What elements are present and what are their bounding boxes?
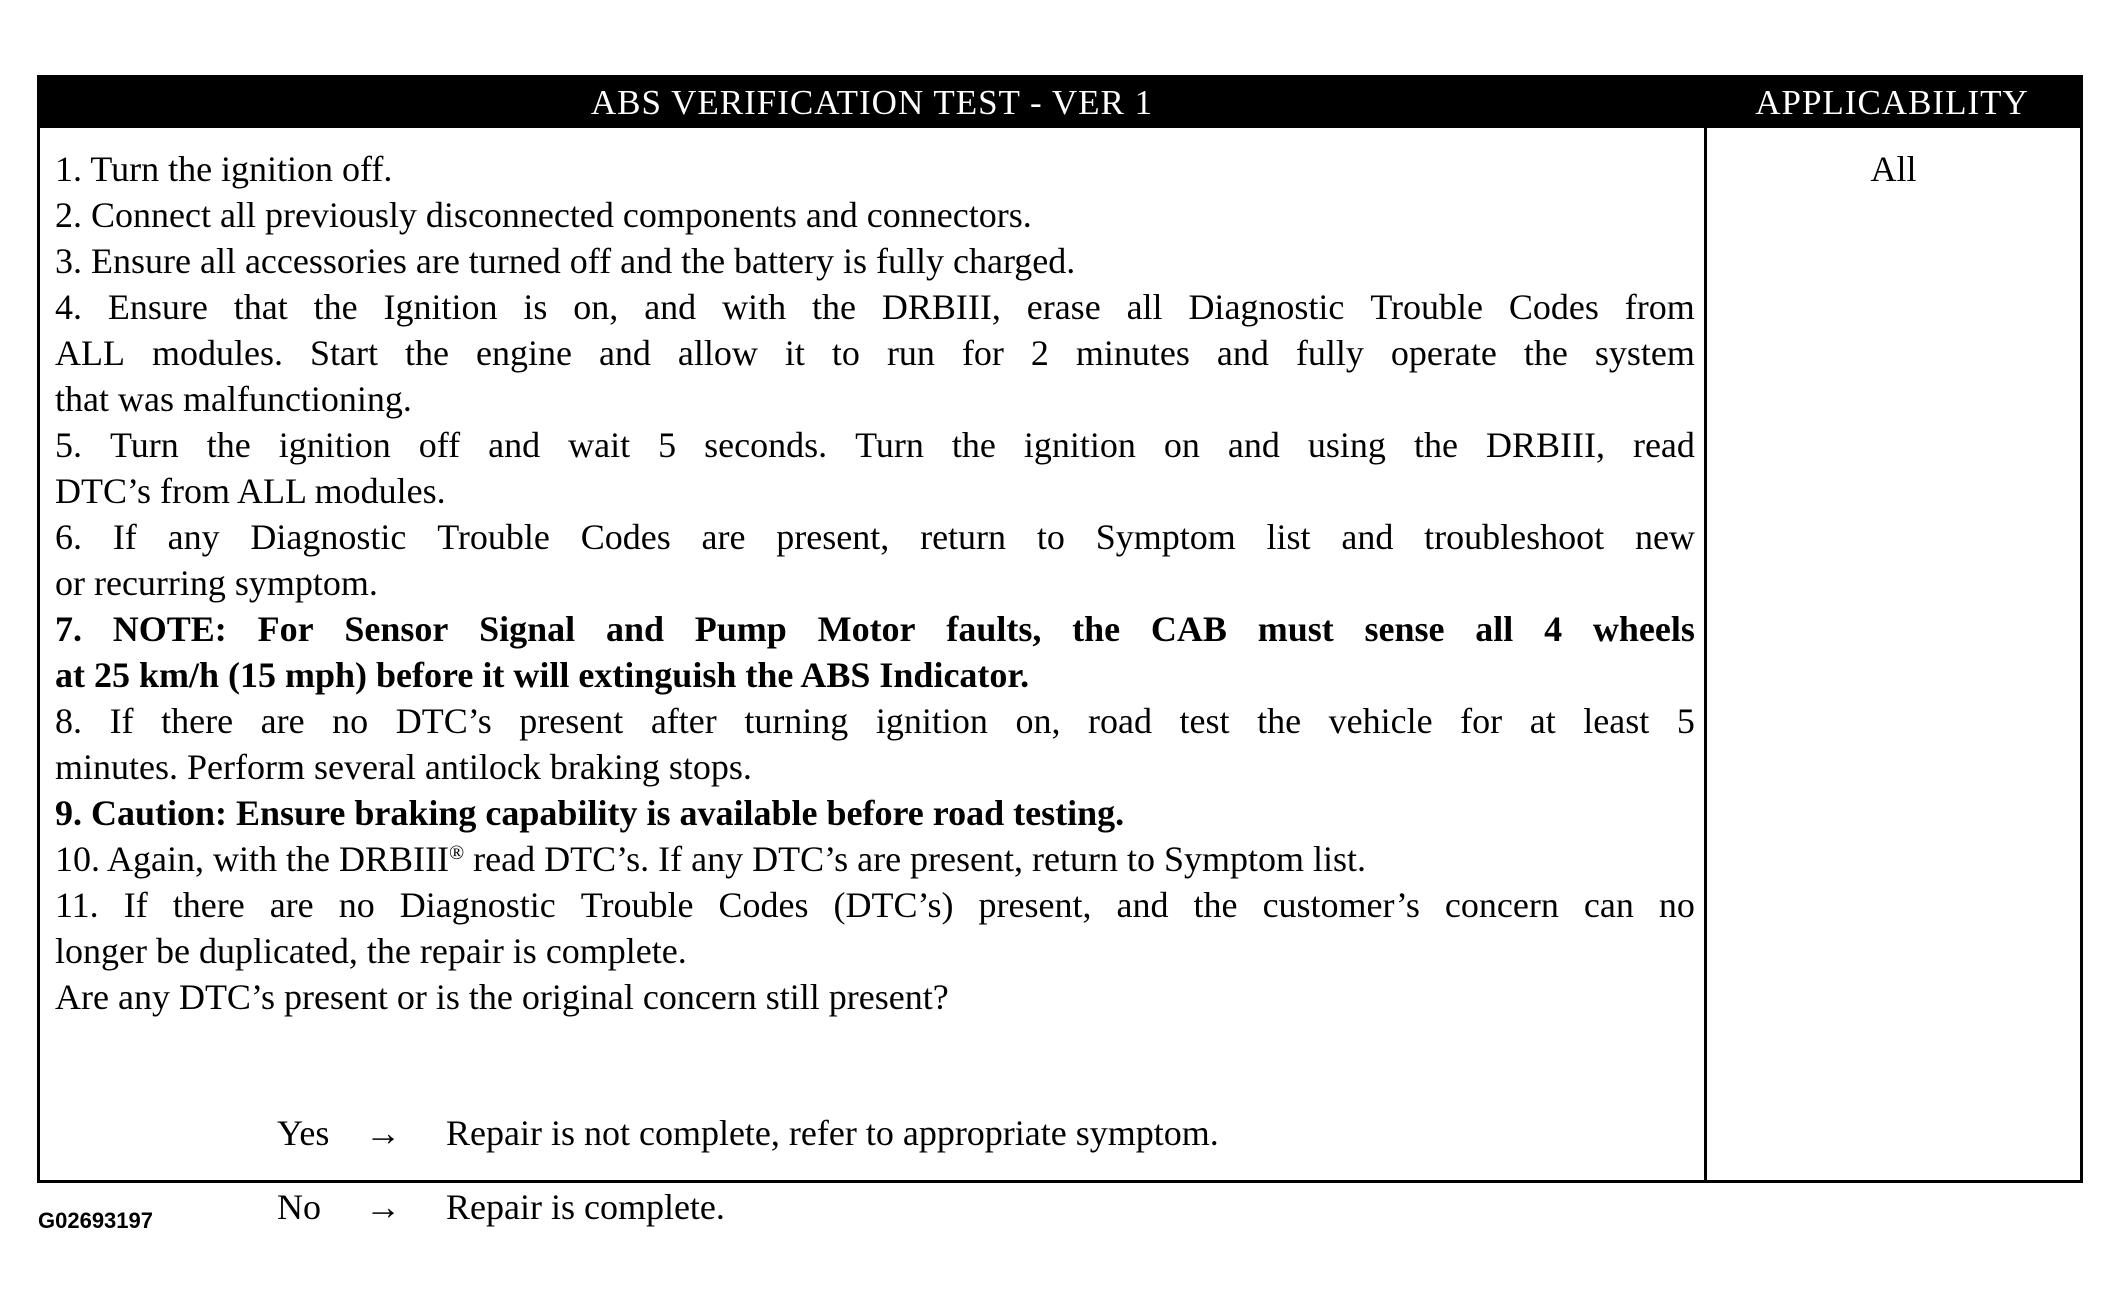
applicability-value: All: [1870, 149, 1917, 189]
step-7-note-line-2: at 25 km/h (15 mph) before it will extinguish the ABS Indicator.: [55, 655, 1030, 695]
step-2: 2. Connect all previously disconnected components and connectors.: [55, 195, 1032, 235]
answer-no-label: No: [277, 1187, 321, 1227]
step-4-line-3: that was malfunctioning.: [55, 379, 412, 419]
step-11-line-1: 11. If there are no Diagnostic Trouble Codes (DTC’s) present, and the customer’s concern can no: [55, 885, 1695, 925]
answer-yes-text: Repair is not complete, refer to appropriate symptom.: [446, 1113, 1219, 1153]
step-4-line-1: 4. Ensure that the Ignition is on, and with the DRBIII, erase all Diagnostic Trouble Codes from: [55, 287, 1695, 327]
step-5-line-1: 5. Turn the ignition off and wait 5 seconds. Turn the ignition on and using the DRBIII, read: [55, 425, 1695, 465]
registered-mark: ®: [448, 842, 465, 864]
steps-cell: [55, 146, 1695, 1020]
step-10-pre: 10. Again, with the DRBIII: [55, 839, 449, 879]
answer-yes: [277, 1110, 1219, 1156]
step-8-line-2: minutes. Perform several antilock braking stops.: [55, 747, 752, 787]
step-8-line-1: 8. If there are no DTC’s present after turning ignition on, road test the vehicle for at least 5: [55, 701, 1695, 741]
answer-no-text: Repair is complete.: [446, 1187, 725, 1227]
step-11-line-2: longer be duplicated, the repair is complete.: [55, 931, 687, 971]
question: Are any DTC’s present or is the original concern still present?: [55, 977, 949, 1017]
step-9-caution: 9. Caution: Ensure braking capability is available before road testing.: [55, 793, 1125, 833]
step-3: 3. Ensure all accessories are turned off and the battery is fully charged.: [55, 241, 1076, 281]
step-1: 1. Turn the ignition off.: [55, 149, 393, 189]
table-header-applicability: APPLICABILITY: [1704, 78, 2080, 128]
figure-id: G02693197: [38, 1208, 153, 1233]
step-10-post: read DTC’s. If any DTC’s are present, return to Symptom list.: [464, 839, 1366, 879]
step-7-note-line-1: 7. NOTE: For Sensor Signal and Pump Motor faults, the CAB must sense all 4 wheels: [55, 609, 1695, 649]
arrow-right-icon: →: [365, 1187, 401, 1227]
answer-no: [277, 1184, 725, 1230]
arrow-right-icon: →: [365, 1113, 401, 1153]
step-5-line-2: DTC’s from ALL modules.: [55, 471, 446, 511]
step-10: [55, 836, 1695, 882]
answer-yes-label: Yes: [277, 1113, 330, 1153]
table-header-title: ABS VERIFICATION TEST - VER 1: [40, 78, 1704, 128]
column-divider: [1704, 128, 1707, 1180]
step-6-line-2: or recurring symptom.: [55, 563, 378, 603]
step-6-line-1: 6. If any Diagnostic Trouble Codes are present, return to Symptom list and troubleshoot new: [55, 517, 1695, 557]
step-4-line-2: ALL modules. Start the engine and allow it to run for 2 minutes and fully operate the system: [55, 333, 1695, 373]
